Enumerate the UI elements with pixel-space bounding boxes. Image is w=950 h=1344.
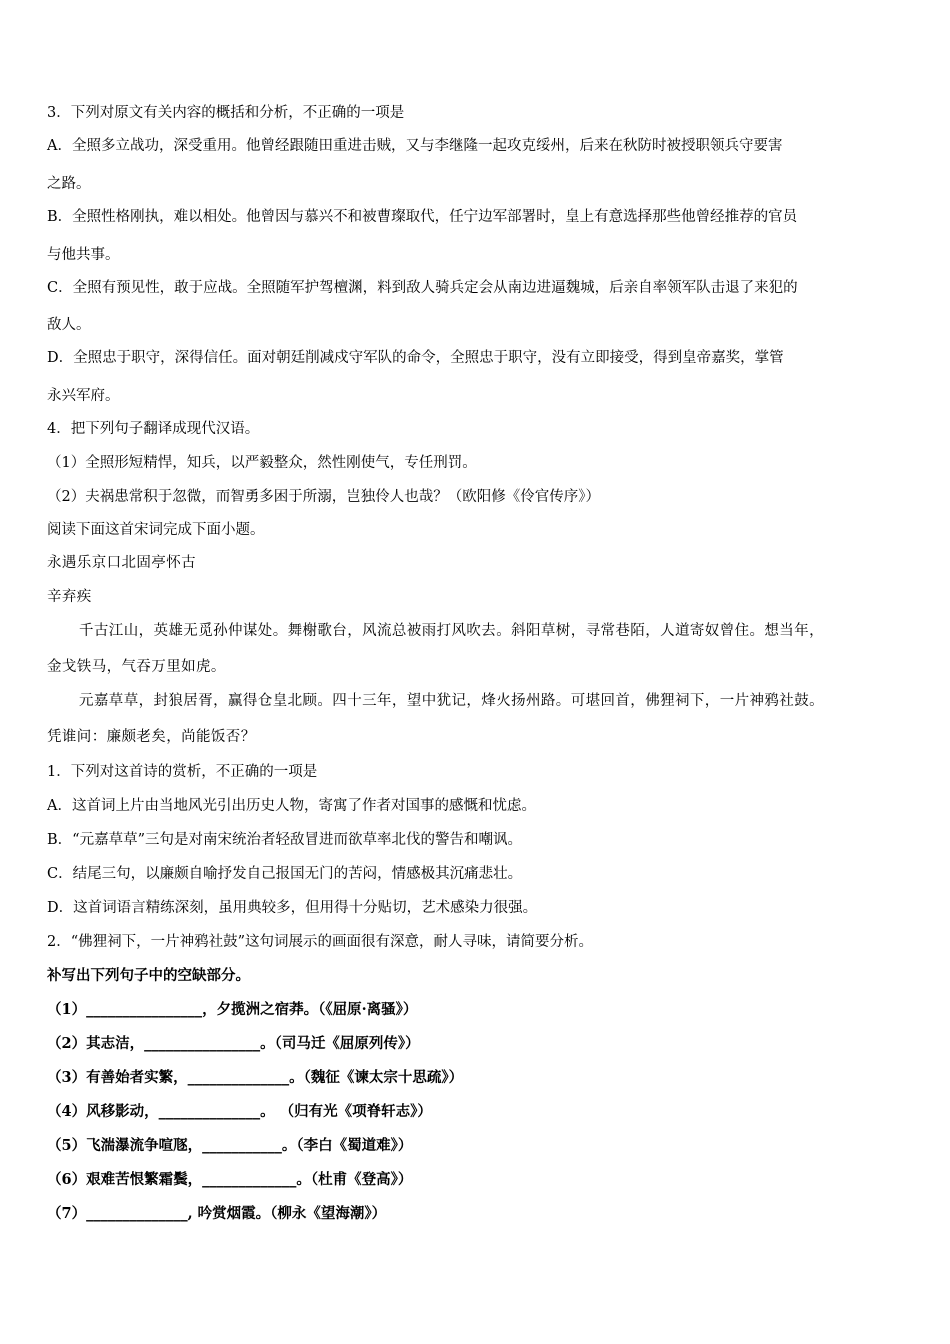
q3-option-a-line1: A．全照多立战功，深受重用。他曾经跟随田重进击贼，又与李继隆一起攻克绥州，后来在秋防时被授职领兵守要害 (47, 138, 783, 154)
q4-sentence-2: （2）夫祸患常积于忽微，而智勇多困于所溺，岂独伶人也哉？（欧阳修《伶官传序》） (47, 489, 600, 505)
q3-option-b-line2: 与他共事。 (47, 247, 120, 263)
fill-blank-4: （4）风移影动，______________。 （归有光《项脊轩志》） (47, 1103, 432, 1120)
q3-option-c-line2: 敌人。 (47, 317, 91, 333)
q3-stem: 3．下列对原文有关内容的概括和分析，不正确的一项是 (47, 105, 405, 121)
q4-stem: 4．把下列句子翻译成现代汉语。 (47, 421, 260, 437)
poem-author: 辛弃疾 (47, 589, 92, 605)
fill-blank-1: （1）________________，夕揽洲之宿莽。（《屈原·离骚》） (47, 1001, 418, 1018)
fill-blank-2: （2）其志洁，________________。（司马迁《屈原列传》） (47, 1035, 420, 1052)
fill-blank-7: （7）______________, 吟赏烟霞。（柳永《望海潮》） (47, 1205, 387, 1222)
poem-q1-option-d: D．这首词语言精练深刻，虽用典较多，但用得十分贴切，艺术感染力很强。 (47, 900, 538, 916)
q4-sentence-1: （1）全照形短精悍，知兵，以严毅整众，然性刚使气，专任刑罚。 (47, 455, 477, 471)
poem-stanza1-line1: 千古江山，英雄无觅孙仲谋处。舞榭歌台，风流总被雨打风吹去。斜阳草树，寻常巷陌，人道寄奴曾住。想当年， (79, 623, 824, 639)
poem-stanza1-line2: 金戈铁马，气吞万里如虎。 (47, 659, 226, 675)
poem-q1-option-a: A．这首词上片由当地风光引出历史人物，寄寓了作者对国事的感慨和忧虑。 (47, 798, 536, 814)
fill-blank-6: （6）艰难苦恨繁霜鬓，_____________。（杜甫《登高》） (47, 1171, 413, 1188)
poem-intro: 阅读下面这首宋词完成下面小题。 (47, 522, 265, 538)
q3-option-c-line1: C．全照有预见性，敢于应战。全照随军护驾檀渊，料到敌人骑兵定会从南边进逼魏城，后亲自率领军队击退了来犯的 (47, 280, 798, 296)
fill-blank-stem: 补写出下列句子中的空缺部分。 (47, 967, 250, 984)
q3-option-b-line1: B．全照性格刚执，难以相处。他曾因与慕兴不和被曹璨取代，任宁边军部署时，皇上有意选择那些他曾经推荐的官员 (47, 209, 798, 225)
poem-stanza2-line1: 元嘉草草，封狼居胥，赢得仓皇北顾。四十三年，望中犹记，烽火扬州路。可堪回首，佛狸祠下，一片神鸦社鼓。 (79, 693, 824, 709)
fill-blank-3: （3）有善始者实繁，______________。（魏征《谏太宗十思疏》） (47, 1069, 464, 1086)
poem-q1-stem: 1．下列对这首诗的赏析，不正确的一项是 (47, 764, 318, 780)
q3-option-d-line1: D．全照忠于职守，深得信任。面对朝廷削减戍守军队的命令，全照忠于职守，没有立即接受，得到皇帝嘉奖，掌管 (47, 350, 784, 366)
poem-q2-stem: 2．“佛狸祠下，一片神鸦社鼓”这句词展示的画面很有深意，耐人寻味，请简要分析。 (47, 934, 594, 950)
poem-stanza2-line2: 凭谁问：廉颇老矣，尚能饭否？ (47, 729, 256, 745)
poem-q1-option-c: C．结尾三句，以廉颇自喻抒发自己报国无门的苦闷，情感极其沉痛悲壮。 (47, 866, 523, 882)
q3-option-d-line2: 永兴军府。 (47, 388, 120, 404)
poem-title: 永遇乐京口北固亭怀古 (47, 555, 196, 571)
poem-q1-option-b: B．“元嘉草草”三句是对南宋统治者轻敌冒进而欲草率北伐的警告和嘲讽。 (47, 832, 522, 848)
fill-blank-5: （5）飞湍瀑流争喧豗，___________。（李白《蜀道难》） (47, 1137, 413, 1154)
q3-option-a-line2: 之路。 (47, 176, 91, 192)
